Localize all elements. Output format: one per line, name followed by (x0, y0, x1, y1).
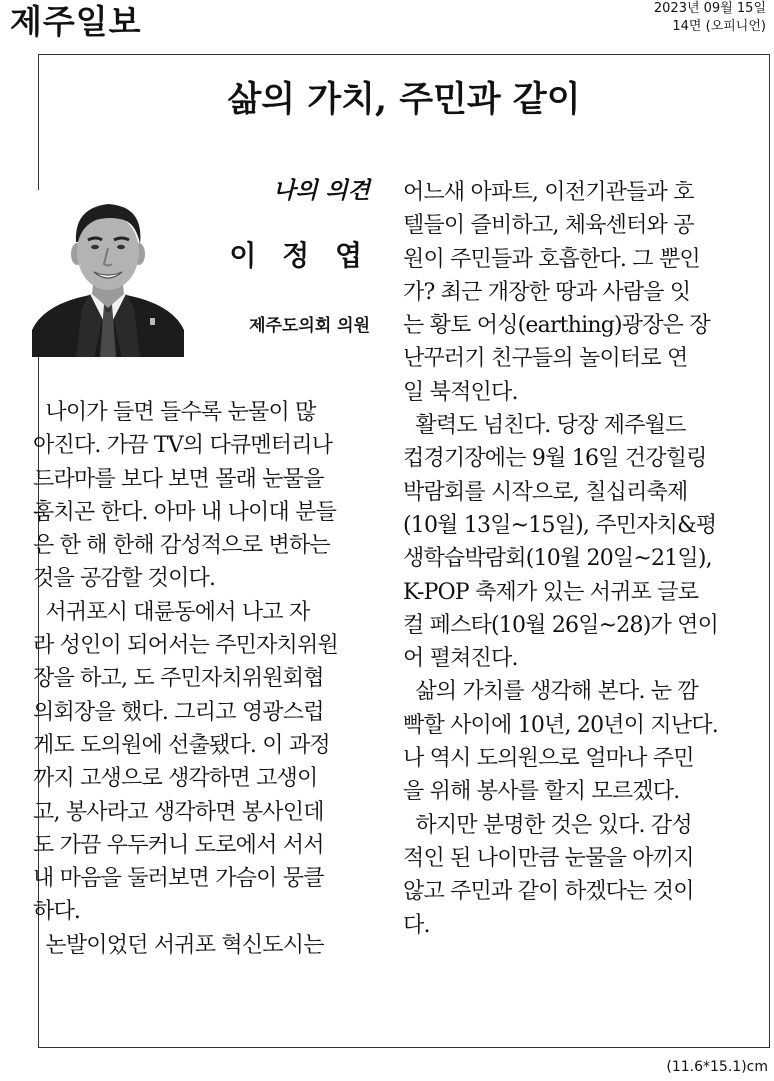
text-line: 논발이었던 서귀포 혁신도시는 (33, 932, 324, 958)
text-line: 하지만 분명한 것은 있다. 감성 (403, 812, 692, 838)
text-line: 난꾸러기 친구들의 놀이터로 연 (403, 346, 688, 372)
text-line: 것을 공감할 것이다. (33, 566, 216, 592)
publication-date: 2023년 09월 15일 (653, 1, 766, 16)
text-line: 어 펼쳐진다. (403, 646, 518, 672)
author-position: 제주도의회 의원 (249, 316, 370, 336)
text-line: 장을 하고, 도 주민자치위원회협 (33, 666, 324, 692)
author-name: 이 정 엽 (229, 239, 370, 272)
text-line: 는 황토 어싱(earthing)광장은 장 (403, 313, 710, 339)
text-line: 나 역시 도의원으로 얼마나 주민 (403, 746, 694, 772)
text-line: 을 위해 봉사를 할지 모르겠다. (403, 779, 680, 805)
page-section: 14면 (오피니언) (672, 19, 766, 34)
text-line: 하다. (33, 899, 81, 925)
text-line: (10월 13일~15일), 주민자치&평 (403, 512, 717, 538)
article-headline: 삶의 가치, 주민과 같이 (227, 79, 581, 120)
text-line: 어느새 아파트, 이전기관들과 호 (403, 180, 694, 205)
author-photo (32, 190, 184, 357)
text-line: 까지 고생으로 생각하면 고생이 (33, 766, 318, 792)
article-column-1 (33, 396, 375, 962)
newspaper-logo: 제주일보 (10, 2, 142, 41)
text-line: 서귀포시 대륜동에서 나고 자 (33, 599, 310, 625)
column-label: 나의 의견 (273, 177, 370, 204)
text-line: 훔치곤 한다. 아마 내 나이대 분들 (33, 499, 337, 525)
text-line: 가? 최근 개장한 땅과 사람을 잇 (403, 279, 691, 305)
text-line: 라 성인이 되어서는 주민자치위원 (33, 633, 338, 659)
text-line: 박람회를 시작으로, 칠십리축제 (403, 479, 688, 505)
clipping-size: (11.6*15.1)cm (666, 1059, 768, 1075)
text-line: 은 한 해 한해 감성적으로 변하는 (33, 533, 330, 559)
text-line: 삶의 가치를 생각해 본다. 눈 깜 (403, 679, 698, 705)
text-line: 고, 봉사라고 생각하면 봉사인데 (33, 799, 324, 825)
text-line: 도 가끔 우두커니 도로에서 서서 (33, 832, 324, 858)
text-line: 컵경기장에는 9월 16일 건강힐링 (403, 446, 707, 472)
text-line: 게도 도의원에 선출됐다. 이 과정 (33, 732, 330, 758)
text-line: 빡할 사이에 10년, 20년이 지난다. (403, 712, 718, 738)
text-line: 활력도 넘친다. 당장 제주월드 (403, 413, 686, 439)
text-line: 생학습박람회(10월 20일~21일), (403, 546, 712, 572)
text-line: 원이 주민들과 호흡한다. 그 뿐인 (403, 246, 700, 272)
text-line: 아진다. 가끔 TV의 다큐멘터리나 (33, 433, 333, 459)
text-line: 않고 주민과 같이 하겠다는 것이 (403, 879, 694, 905)
article-column-2 (403, 176, 747, 942)
text-line: 텔들이 즐비하고, 체육센터와 공 (403, 213, 694, 239)
text-line: 드라마를 보다 보면 몰래 눈물을 (33, 466, 324, 492)
text-line: 컬 페스타(10월 26일~28)가 연이 (403, 612, 719, 638)
text-line: 적인 된 나이만큼 눈물을 아끼지 (403, 845, 694, 871)
publication-meta (654, 0, 766, 36)
text-line: 다. (403, 912, 430, 938)
text-line: 의회장을 했다. 그리고 영광스럽 (33, 699, 324, 725)
text-line: K-POP 축제가 있는 서귀포 글로 (403, 579, 699, 605)
text-line: 일 북적인다. (403, 379, 518, 405)
text-line: 내 마음을 둘러보면 가슴이 뭉클 (33, 866, 324, 892)
text-line: 나이가 들면 들수록 눈물이 많 (33, 400, 316, 425)
